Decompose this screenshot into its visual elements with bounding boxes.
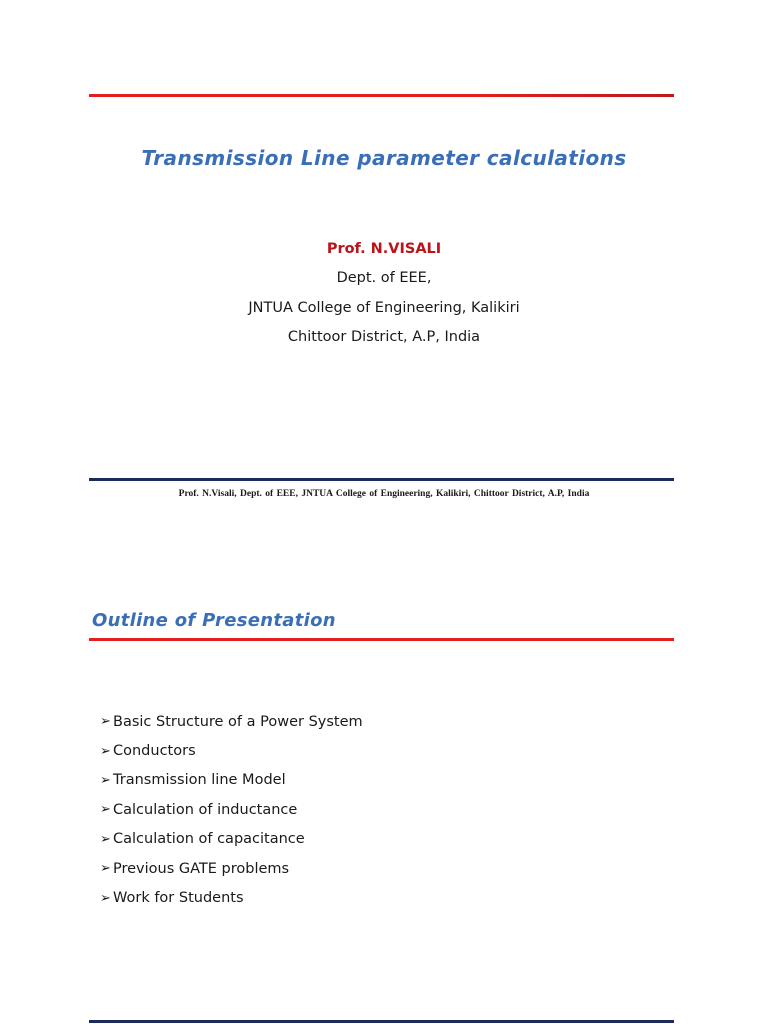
list-item [100,795,363,824]
arrow-bullet-icon: ➢ [100,831,111,847]
list-item-text: Previous GATE problems [113,860,290,877]
list-item-text: Calculation of inductance [113,801,298,818]
top-red-rule [89,94,674,97]
slide-footer: Prof. N.Visali, Dept. of EEE, JNTUA College of Engineering, Kalikiri, Chittoor District, A.P, India [178,489,590,499]
arrow-bullet-icon: ➢ [100,772,111,788]
list-item [100,707,363,736]
list-item [100,854,363,883]
list-item-text: Calculation of capacitance [113,831,305,848]
affiliation-department: Dept. of EEE, [336,270,432,286]
outline-heading: Outline of Presentation [92,610,336,631]
affiliation-location: Chittoor District, A.P, India [287,329,481,345]
outline-red-rule [89,638,674,641]
list-item-text: Conductors [113,743,196,760]
outline-list [100,707,363,913]
list-item-text: Transmission line Model [113,772,286,789]
list-item [100,883,363,912]
list-item [100,736,363,765]
bottom-navy-rule [89,1020,674,1023]
arrow-bullet-icon: ➢ [100,802,111,818]
arrow-bullet-icon: ➢ [100,743,111,759]
list-item [100,766,363,795]
author-name: Prof. N.VISALI [326,241,442,257]
arrow-bullet-icon: ➢ [100,714,111,730]
list-item [100,825,363,854]
presentation-title: Transmission Line parameter calculations [141,146,627,170]
list-item-text: Work for Students [113,890,244,907]
list-item-text: Basic Structure of a Power System [113,713,363,730]
affiliation-college: JNTUA College of Engineering, Kalikiri [248,300,520,316]
arrow-bullet-icon: ➢ [100,861,111,877]
arrow-bullet-icon: ➢ [100,890,111,906]
footer-navy-rule [89,478,674,481]
